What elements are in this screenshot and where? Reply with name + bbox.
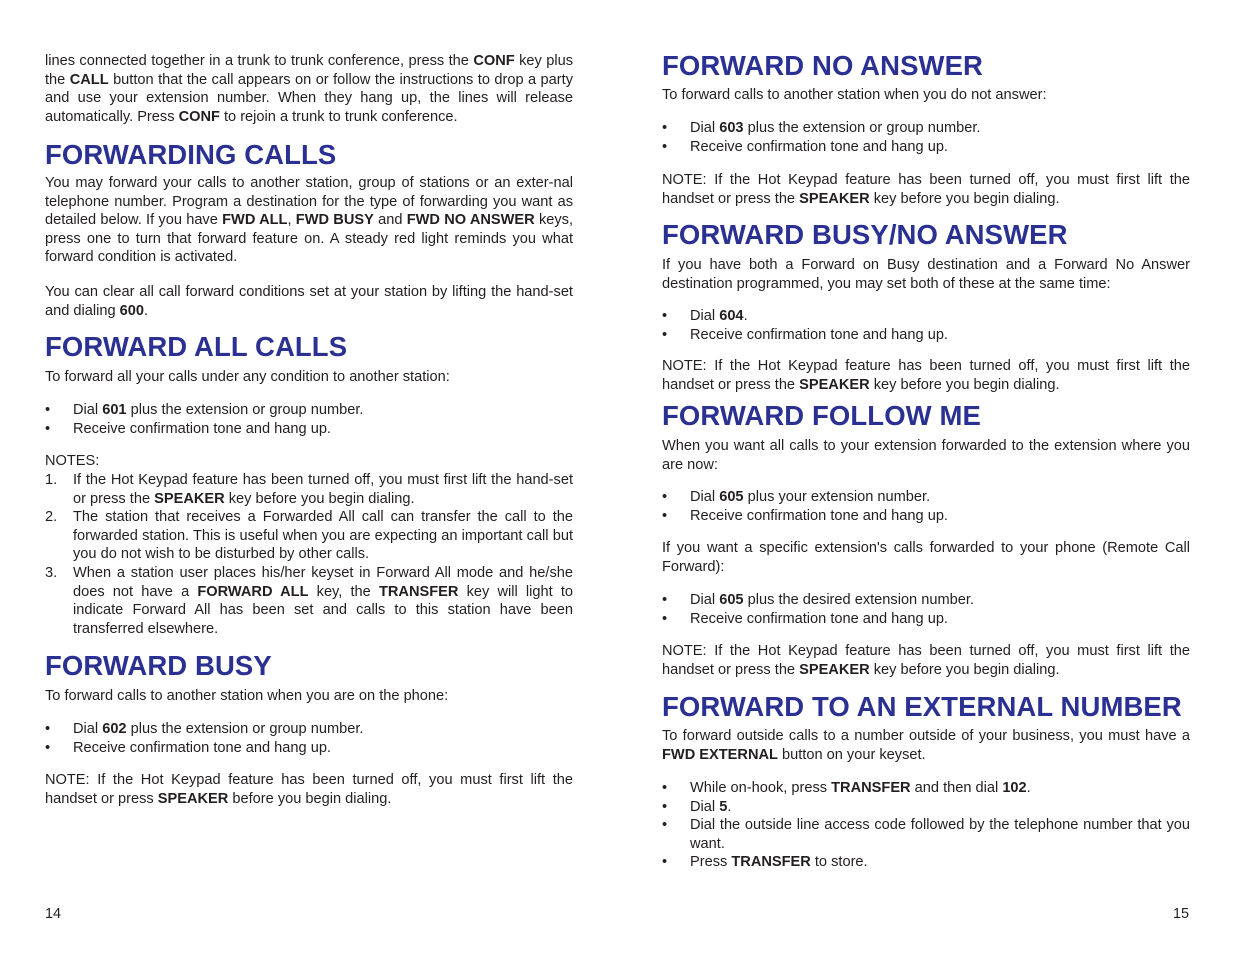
heading-forward-all-calls: FORWARD ALL CALLS	[45, 331, 348, 362]
bullet-marker: •	[662, 308, 668, 324]
bullet-marker: •	[662, 507, 668, 524]
forward-follow-me-note: NOTE: If the Hot Keypad feature has been turned off, you must first lift the handset or press the SPEAKER key before you begin dialing.	[662, 643, 1190, 678]
heading-forward-follow-me: FORWARD FOLLOW ME	[662, 400, 981, 431]
bullet-marker: •	[45, 420, 51, 437]
list-item: • Dial the outside line access code followed by the telephone number that you want.	[662, 817, 1190, 852]
forward-external-list	[662, 779, 1190, 872]
list-item: • Press TRANSFER to store.	[662, 854, 868, 871]
list-item: • Dial 603 plus the extension or group number.	[662, 120, 981, 136]
list-item: • Dial 605 plus the desired extension number.	[662, 592, 974, 608]
forward-external-intro: To forward outside calls to a number outside of your business, you must have a FWD EXTERNAL button on your keyset.	[662, 728, 1190, 763]
forward-follow-me-list	[662, 488, 1190, 525]
list-item: • Receive confirmation tone and hang up.	[662, 326, 948, 343]
forward-busy-no-answer-note: NOTE: If the Hot Keypad feature has been turned off, you must first lift the handset or press the SPEAKER key before you begin dialing.	[662, 358, 1190, 393]
page-number-left: 14	[45, 906, 62, 922]
forward-no-answer-note: NOTE: If the Hot Keypad feature has been turned off, you must first lift the handset or press the SPEAKER key before you begin dialing.	[662, 172, 1190, 207]
note-item: 1. If the Hot Keypad feature has been turned off, you must first lift the hand-set or press the SPEAKER key before you begin dialing.	[45, 472, 573, 507]
forward-busy-note: NOTE: If the Hot Keypad feature has been turned off, you must first lift the handset or press SPEAKER before you begin dialing.	[45, 772, 573, 807]
forward-busy-intro: To forward calls to another station when you are on the phone:	[45, 688, 449, 704]
list-item: • Dial 5.	[662, 798, 732, 815]
bullet-marker: •	[662, 592, 668, 608]
note-number: 2.	[45, 509, 58, 526]
heading-forward-busy-no-answer: FORWARD BUSY/NO ANSWER	[662, 219, 1068, 250]
bullet-marker: •	[45, 402, 51, 418]
bullet-marker: •	[662, 798, 668, 815]
list-item: • Receive confirmation tone and hang up.	[45, 420, 331, 437]
bullet-marker: •	[662, 817, 668, 834]
bullet-marker: •	[662, 138, 668, 155]
page-number-right: 15	[1173, 906, 1190, 922]
note-number: 1.	[45, 472, 58, 488]
forward-follow-me-intro: When you want all calls to your extension forwarded to the extension where you are now:	[662, 438, 1190, 473]
bullet-marker: •	[662, 610, 668, 627]
note-number: 3.	[45, 564, 58, 581]
forwarding-calls-paragraph-2: You can clear all call forward conditions set at your station by lifting the hand-set and dialing 600.	[45, 284, 573, 319]
list-item: • Dial 604.	[662, 308, 748, 324]
forward-all-calls-notes	[45, 471, 573, 638]
intro-paragraph: lines connected together in a trunk to trunk conference, press the CONF key plus the CALL button that the call appears on or follow the instructions to drop a party and use your extension number. When they hang up, the lines will release automatically. Press CONF to rejoin a trunk to trunk conference.	[45, 53, 574, 125]
forward-no-answer-list	[662, 119, 1190, 156]
list-item: • While on-hook, press TRANSFER and then dial 102.	[662, 780, 1031, 796]
heading-forward-no-answer: FORWARD NO ANSWER	[662, 50, 983, 81]
list-item: • Dial 602 plus the extension or group number.	[45, 721, 364, 737]
list-item: • Dial 605 plus your extension number.	[662, 489, 931, 505]
remote-call-forward-list	[662, 591, 1190, 628]
forward-busy-no-answer-intro: If you have both a Forward on Busy destination and a Forward No Answer destination programmed, you may set both of these at the same time:	[662, 257, 1190, 292]
notes-label: NOTES:	[45, 453, 100, 469]
bullet-marker: •	[662, 120, 668, 136]
list-item: • Receive confirmation tone and hang up.	[662, 507, 948, 524]
note-item: 3. When a station user places his/her keyset in Forward All mode and he/she does not have a FORWARD ALL key, the TRANSFER key will light to indicate Forward All has been set and calls to this station have been transferred elsewhere.	[45, 564, 573, 637]
heading-forward-busy: FORWARD BUSY	[45, 650, 272, 681]
bullet-marker: •	[45, 739, 51, 756]
bullet-marker: •	[662, 326, 668, 343]
forward-all-calls-intro: To forward all your calls under any condition to another station:	[45, 369, 450, 385]
forward-all-calls-list	[45, 401, 573, 438]
list-item: • Dial 601 plus the extension or group number.	[45, 402, 364, 418]
remote-call-forward-intro: If you want a specific extension's calls forwarded to your phone (Remote Call Forward):	[662, 540, 1190, 575]
heading-forwarding-calls: FORWARDING CALLS	[45, 139, 337, 170]
heading-forward-external: FORWARD TO AN EXTERNAL NUMBER	[662, 691, 1182, 722]
forward-no-answer-intro: To forward calls to another station when you do not answer:	[662, 87, 1047, 103]
bullet-marker: •	[662, 854, 668, 871]
forward-busy-list	[45, 720, 573, 757]
list-item: • Receive confirmation tone and hang up.	[45, 739, 331, 756]
forward-busy-no-answer-list	[662, 307, 1190, 344]
bullet-marker: •	[662, 780, 668, 796]
bullet-marker: •	[45, 721, 51, 737]
bullet-marker: •	[662, 489, 668, 505]
list-item: • Receive confirmation tone and hang up.	[662, 610, 948, 627]
list-item: • Receive confirmation tone and hang up.	[662, 138, 948, 155]
forwarding-calls-paragraph-1: You may forward your calls to another station, group of stations or an exter-nal telephone number. Program a destination for the type of forwarding you want as detailed below. If you have FWD ALL, FWD BUSY and FWD NO ANSWER keys, press one to turn that forward feature on. A steady red light reminds you what forward condition is activated.	[45, 175, 574, 266]
note-item: 2. The station that receives a Forwarded All call can transfer the call to the forwarded station. This is useful when you are expecting an important call but you do not wish to be disturbed by other calls.	[45, 509, 573, 563]
